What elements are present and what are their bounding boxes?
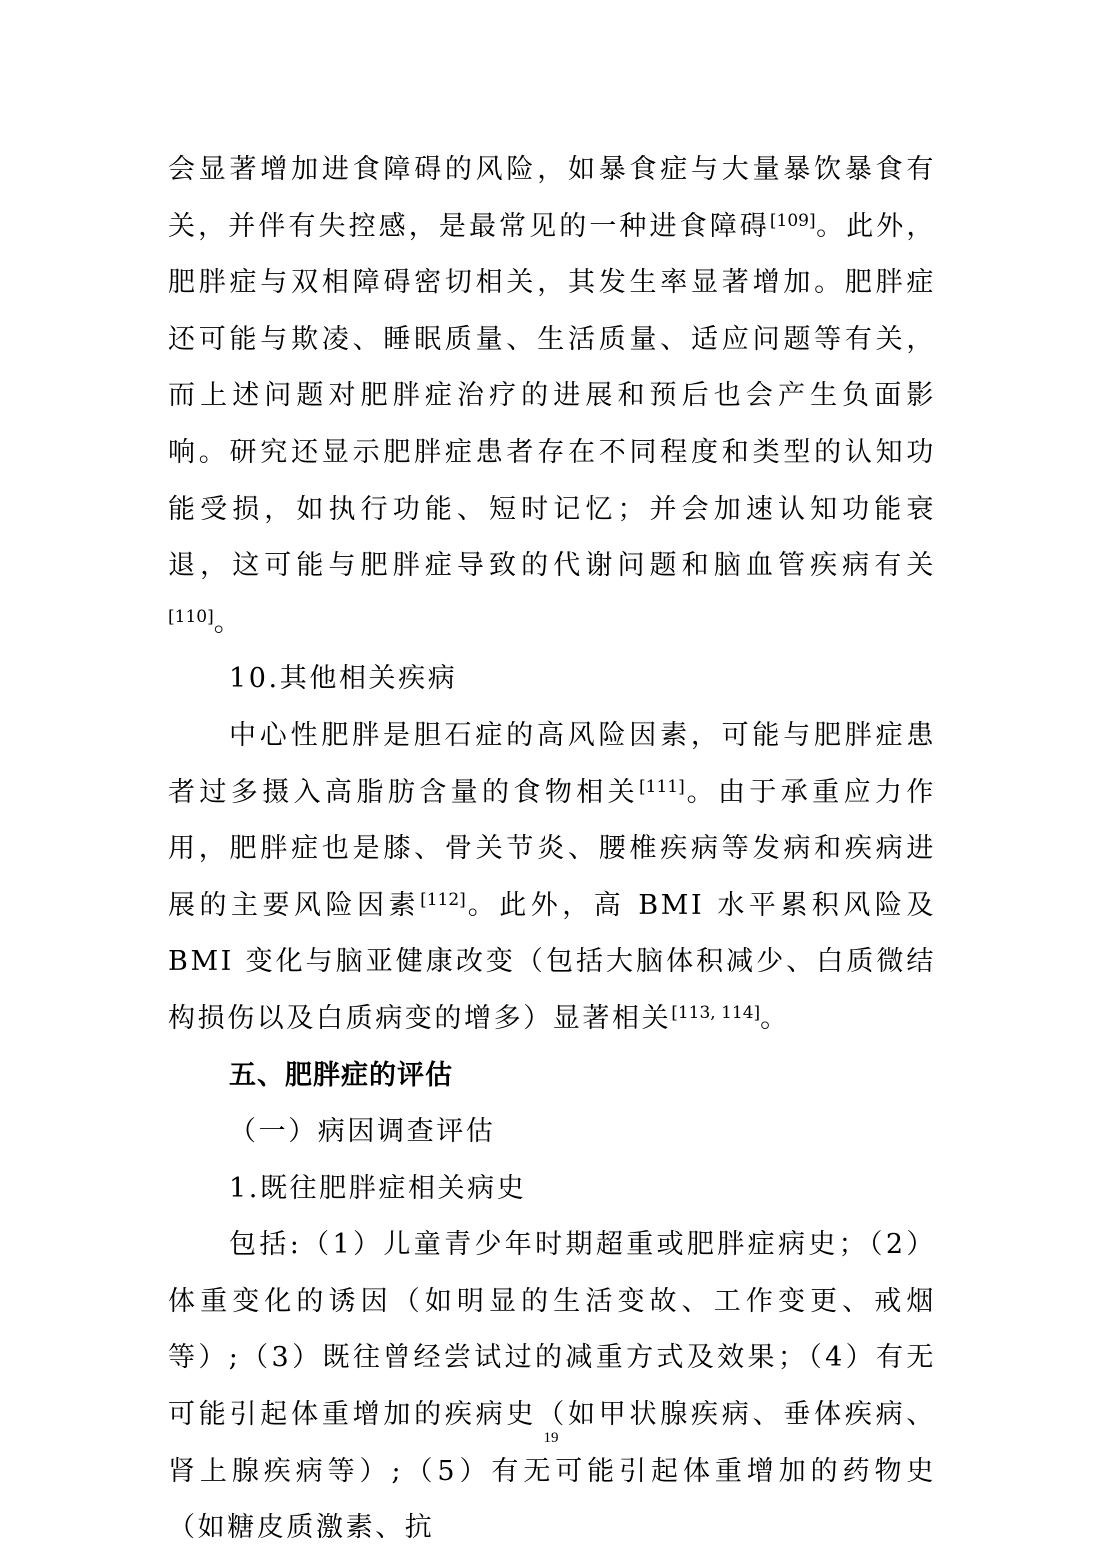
paragraph-history: 包括:（1）儿童青少年时期超重或肥胖症病史；（2）体重变化的诱因（如明显的生活变故、工作变更、戒烟等）;（3）既往曾经尝试过的减重方式及效果；（4）有无可能引起体重增加的疾病史（如甲状腺疾病、垂体疾病、肾上腺疾病等）;（5）有无可能引起体重增加的药物史（如糖皮质激素、抗 [168,1229,936,1544]
body-text [168,142,936,1557]
subheading-other-diseases: 10.其他相关疾病 [229,663,458,695]
item-heading: 1.既往肥胖症相关病史 [229,1172,527,1204]
page-number: 19 [543,1430,559,1446]
citation[interactable]: [113, 114] [671,1002,761,1023]
paragraph-eating-disorders: 会显著增加进食障碍的风险，如暴食症与大量暴饮暴食有关，并伴有失控感，是最常见的一种进食障碍[109]。此外，肥胖症与双相障碍密切相关，其发生率显著增加。肥胖症还可能与欺凌、睡眠质量、生活质量、适应问题等有关，而上述问题对肥胖症治疗的进展和预后也会产生负面影响。研究还显示肥胖症患者存在不同程度和类型的认知功能受损，如执行功能、短时记忆；并会加速认知功能衰退，这可能与肥胖症导致的代谢问题和脑血管疾病有关[110]。 [168,154,937,638]
citation[interactable]: [111] [639,776,685,797]
paragraph-other-diseases: 中心性肥胖是胆石症的高风险因素，可能与肥胖症患者过多摄入高脂肪含量的食物相关[111]。由于承重应力作用，肥胖症也是膝、骨关节炎、腰椎疾病等发病和疾病进展的主要风险因素[112]。此外，高 BMI 水平累积风险及 BMI 变化与脑亚健康改变（包括大脑体积减少、白质微结构损伤以及白质病变的增多）显著相关[113, 114]。 [168,719,936,1034]
section-heading: 五、肥胖症的评估 [229,1059,453,1091]
subsection-heading: （一）病因调查评估 [229,1116,496,1148]
citation[interactable]: [109] [769,210,816,231]
citation[interactable]: [112] [420,889,466,910]
citation[interactable]: [110] [168,606,214,627]
